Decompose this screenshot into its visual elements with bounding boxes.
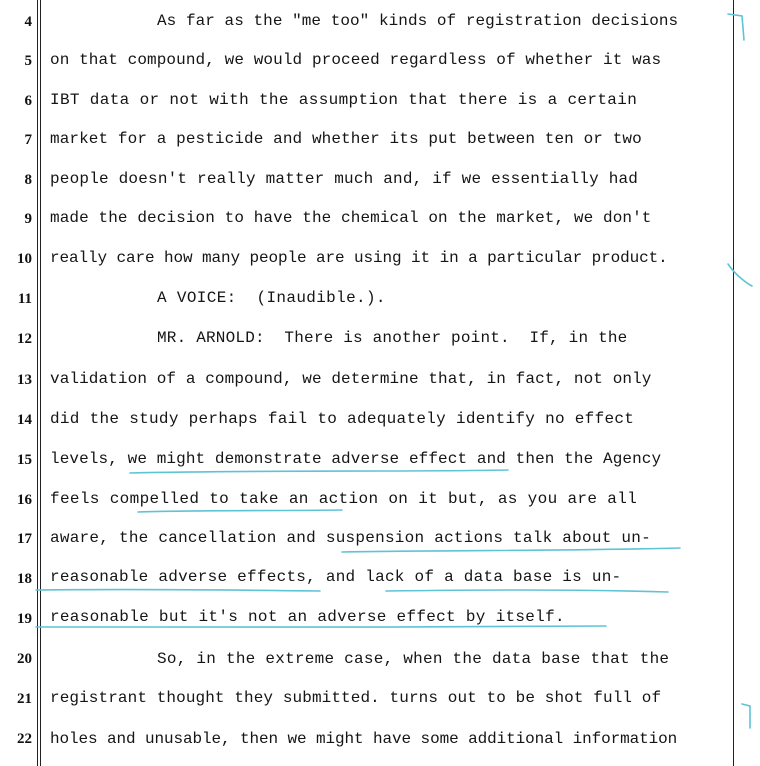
line-number: 7 bbox=[24, 132, 32, 148]
transcript-line: made the decision to have the chemical on the market, we don't bbox=[50, 209, 652, 227]
line-number: 22 bbox=[17, 731, 32, 747]
line-number: 6 bbox=[24, 93, 32, 109]
transcript-line: IBT data or not with the assumption that there is a certain bbox=[50, 91, 638, 109]
underline-line-18a bbox=[36, 590, 320, 591]
transcript-line: validation of a compound, we determine that, in fact, not only bbox=[50, 370, 652, 388]
line-number: 15 bbox=[17, 452, 32, 468]
bracket-line-21 bbox=[742, 704, 750, 728]
line-number: 14 bbox=[17, 412, 32, 428]
line-number: 21 bbox=[17, 691, 32, 707]
transcript-line: So, in the extreme case, when the data base that the bbox=[157, 650, 670, 668]
line-number: 12 bbox=[17, 331, 32, 347]
transcript-line: feels compelled to take an action on it but, as you are all bbox=[50, 490, 638, 508]
underline-line-15 bbox=[130, 470, 508, 473]
underline-line-17 bbox=[342, 548, 680, 552]
transcript-line: on that compound, we would proceed regardless of whether it was bbox=[50, 51, 662, 69]
line-number: 8 bbox=[24, 172, 32, 188]
transcript-line: market for a pesticide and whether its put between ten or two bbox=[50, 130, 642, 148]
transcript-line: did the study perhaps fail to adequately identify no effect bbox=[50, 410, 635, 428]
underline-line-18b bbox=[386, 590, 668, 592]
line-number: 11 bbox=[17, 291, 32, 307]
line-number: 20 bbox=[17, 651, 32, 667]
line-number: 4 bbox=[24, 14, 32, 30]
bracket-line-4 bbox=[728, 14, 744, 40]
transcript-line: really care how many people are using it in a particular product. bbox=[50, 249, 668, 267]
line-number: 18 bbox=[17, 571, 32, 587]
line-number: 10 bbox=[17, 251, 32, 267]
transcript-line: reasonable but it's not an adverse effect by itself. bbox=[50, 608, 565, 626]
underline-line-16 bbox=[138, 510, 342, 512]
transcript-line: MR. ARNOLD: There is another point. If, in the bbox=[157, 329, 628, 347]
line-number: 9 bbox=[24, 211, 32, 227]
line-number: 13 bbox=[17, 372, 32, 388]
transcript-line: levels, we might demonstrate adverse effect and then the Agency bbox=[50, 450, 662, 468]
transcript-line: A VOICE: (Inaudible.). bbox=[157, 289, 386, 307]
line-number: 17 bbox=[17, 531, 32, 547]
transcript-line: As far as the "me too" kinds of registration decisions bbox=[157, 12, 679, 30]
transcript-line: registrant thought they submitted. turns out to be shot full of bbox=[50, 689, 662, 707]
line-number: 5 bbox=[24, 53, 32, 69]
line-number: 19 bbox=[17, 611, 32, 627]
underline-line-19 bbox=[36, 626, 606, 627]
transcript-line: aware, the cancellation and suspension actions talk about un- bbox=[50, 529, 651, 547]
transcript-line: people doesn't really matter much and, if we essentially had bbox=[50, 170, 639, 188]
transcript-line: holes and unusable, then we might have some additional information bbox=[50, 730, 678, 748]
transcript-line: reasonable adverse effects, and lack of a data base is un- bbox=[50, 568, 622, 586]
line-number: 16 bbox=[17, 492, 32, 508]
bracket-line-10 bbox=[728, 264, 752, 286]
